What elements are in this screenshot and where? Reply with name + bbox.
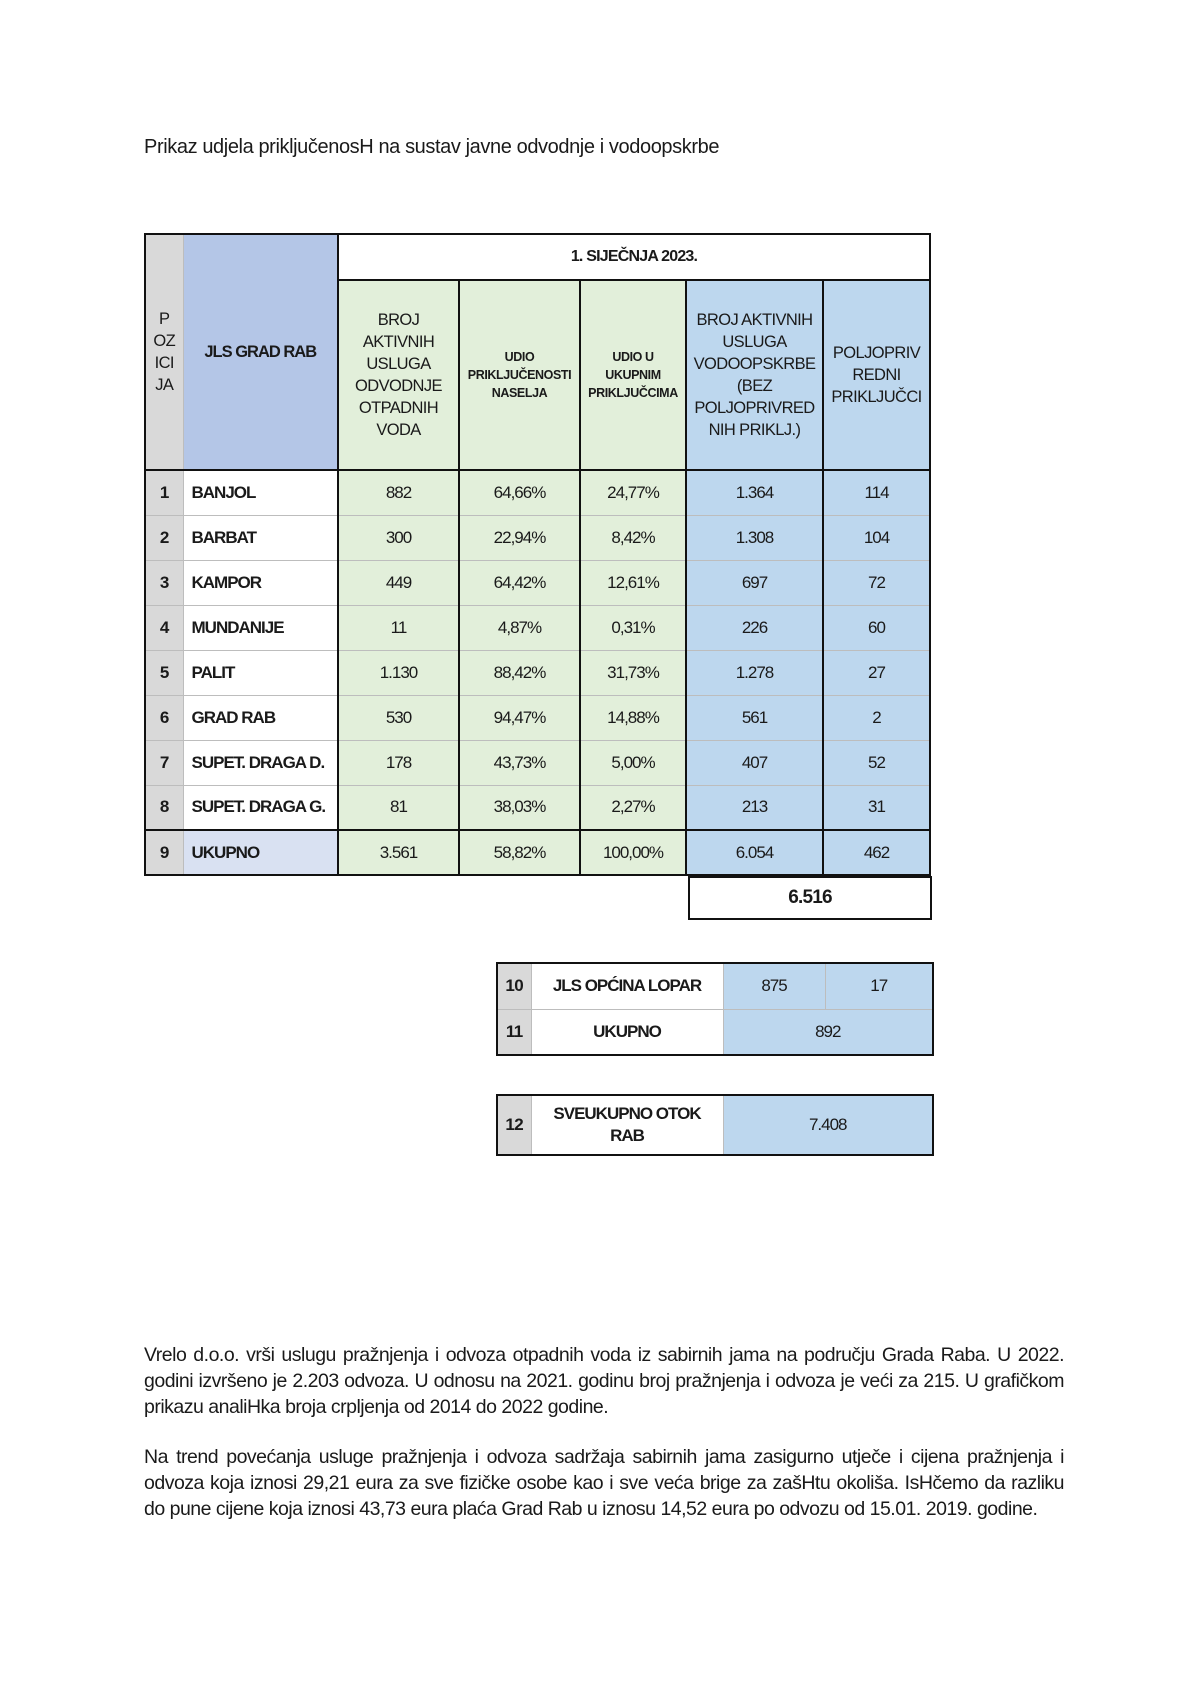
cell-poljoprivredni: 27 xyxy=(823,650,930,695)
table-row xyxy=(145,740,930,785)
row-name: GRAD RAB xyxy=(183,695,338,740)
row-position: 4 xyxy=(145,605,183,650)
jls-header: JLS GRAD RAB xyxy=(183,234,338,470)
cell-vodoopskrba: 697 xyxy=(686,560,823,605)
cell-odvodnja: 300 xyxy=(338,515,459,560)
cell-poljoprivredni: 31 xyxy=(823,785,930,830)
row-name: KAMPOR xyxy=(183,560,338,605)
island-position: 12 xyxy=(497,1095,531,1155)
cell-udio-naselja: 88,42% xyxy=(459,650,580,695)
paragraph-2: Na trend povećanja usluge pražnjenja i odvoza sadržaja sabirnih jama zasigurno utječe i cijena pražnjenja i odvoza koja iznosi 29,21 eura za sve fizičke osobe kao i sve veća brige za zašHtu okoliša. IsHčemo da razliku do pune cijene koja iznosi 43,73 eura plaća Grad Rab u iznosu 14,52 eura po odvozu od 15.01. 2019. godine. xyxy=(144,1446,1064,1520)
cell-odvodnja: 530 xyxy=(338,695,459,740)
document-heading: Prikaz udjela priključenosH na sustav javne odvodnje i vodoopskrbe xyxy=(144,136,720,158)
table-row xyxy=(145,650,930,695)
cell-poljoprivredni: 60 xyxy=(823,605,930,650)
col-header-udio-ukupno: UDIO U UKUPNIM PRIKLJUČCIMA xyxy=(580,280,686,470)
cell-poljoprivredni: 52 xyxy=(823,740,930,785)
cell-udio-naselja: 64,42% xyxy=(459,560,580,605)
cell-vodoopskrba: 1.278 xyxy=(686,650,823,695)
cell-odvodnja: 178 xyxy=(338,740,459,785)
table-row xyxy=(145,605,930,650)
island-total-row xyxy=(497,1095,933,1155)
cell-udio-ukupno: 2,27% xyxy=(580,785,686,830)
paragraph-1: Vrelo d.o.o. vrši uslugu pražnjenja i odvoza otpadnih voda iz sabirnih jama na području Grada Raba. U 2022. godini izvršeno je 2.203 odvoza. U odnosu na 2021. godinu broj pražnjenja i odvoza je veći za 215. U grafičkom prikazu analiHka broja crpljenja od 2014 do 2022 godine. xyxy=(144,1344,1064,1418)
connection-share-table xyxy=(144,233,931,876)
cell-odvodnja: 81 xyxy=(338,785,459,830)
row-position: 6 xyxy=(145,695,183,740)
cell-odvodnja: 449 xyxy=(338,560,459,605)
grand-total-box: 6.516 xyxy=(688,876,932,920)
lopar-position: 10 xyxy=(497,963,531,1009)
table-row xyxy=(145,515,930,560)
cell-udio-naselja: 38,03% xyxy=(459,785,580,830)
col-header-udio-naselja: UDIO PRIKLJUČENOSTI NASELJA xyxy=(459,280,580,470)
col-header-vodoopskrba: BROJ AKTIVNIH USLUGA VODOOPSKRBE (BEZ POLJOPRIVRED NIH PRIKLJ.) xyxy=(686,280,823,470)
total-row xyxy=(145,830,930,875)
total-odvodnja: 3.561 xyxy=(338,830,459,875)
cell-vodoopskrba: 213 xyxy=(686,785,823,830)
row-name: MUNDANIJE xyxy=(183,605,338,650)
island-total-table xyxy=(496,1094,934,1156)
cell-poljoprivredni: 72 xyxy=(823,560,930,605)
cell-poljoprivredni: 104 xyxy=(823,515,930,560)
cell-odvodnja: 1.130 xyxy=(338,650,459,695)
cell-poljoprivredni: 2 xyxy=(823,695,930,740)
row-position: 8 xyxy=(145,785,183,830)
cell-udio-naselja: 94,47% xyxy=(459,695,580,740)
lopar-total-position: 11 xyxy=(497,1009,531,1055)
cell-vodoopskrba: 561 xyxy=(686,695,823,740)
row-name: SUPET. DRAGA G. xyxy=(183,785,338,830)
cell-vodoopskrba: 226 xyxy=(686,605,823,650)
cell-udio-ukupno: 14,88% xyxy=(580,695,686,740)
cell-vodoopskrba: 1.364 xyxy=(686,470,823,515)
total-position: 9 xyxy=(145,830,183,875)
total-udio-naselja: 58,82% xyxy=(459,830,580,875)
table-row xyxy=(145,560,930,605)
row-position: 7 xyxy=(145,740,183,785)
table-row xyxy=(145,470,930,515)
row-name: BANJOL xyxy=(183,470,338,515)
cell-udio-ukupno: 0,31% xyxy=(580,605,686,650)
col-header-poljoprivredni: POLJOPRIV REDNI PRIKLJUČCI xyxy=(823,280,930,470)
lopar-total-row xyxy=(497,1009,933,1055)
lopar-total-label: UKUPNO xyxy=(531,1009,723,1055)
lopar-vodoopskrba: 875 xyxy=(723,963,825,1009)
row-name: PALIT xyxy=(183,650,338,695)
cell-udio-naselja: 64,66% xyxy=(459,470,580,515)
cell-vodoopskrba: 407 xyxy=(686,740,823,785)
island-label: SVEUKUPNO OTOK RAB xyxy=(531,1095,723,1155)
cell-udio-ukupno: 31,73% xyxy=(580,650,686,695)
lopar-name: JLS OPĆINA LOPAR xyxy=(531,963,723,1009)
cell-vodoopskrba: 1.308 xyxy=(686,515,823,560)
cell-udio-ukupno: 8,42% xyxy=(580,515,686,560)
row-position: 3 xyxy=(145,560,183,605)
cell-udio-ukupno: 24,77% xyxy=(580,470,686,515)
total-udio-ukupno: 100,00% xyxy=(580,830,686,875)
cell-udio-naselja: 43,73% xyxy=(459,740,580,785)
col-header-odvodnja: BROJ AKTIVNIH USLUGA ODVODNJE OTPADNIH VODA xyxy=(338,280,459,470)
total-poljoprivredni: 462 xyxy=(823,830,930,875)
cell-poljoprivredni: 114 xyxy=(823,470,930,515)
row-position: 1 xyxy=(145,470,183,515)
cell-udio-ukupno: 5,00% xyxy=(580,740,686,785)
cell-odvodnja: 882 xyxy=(338,470,459,515)
cell-udio-naselja: 4,87% xyxy=(459,605,580,650)
lopar-row xyxy=(497,963,933,1009)
row-position: 2 xyxy=(145,515,183,560)
island-value: 7.408 xyxy=(723,1095,933,1155)
lopar-table xyxy=(496,962,934,1056)
lopar-poljoprivredni: 17 xyxy=(825,963,933,1009)
cell-udio-ukupno: 12,61% xyxy=(580,560,686,605)
row-name: SUPET. DRAGA D. xyxy=(183,740,338,785)
position-header: P OZ ICI JA xyxy=(145,234,183,470)
row-name: BARBAT xyxy=(183,515,338,560)
lopar-total-value: 892 xyxy=(723,1009,933,1055)
total-vodoopskrba: 6.054 xyxy=(686,830,823,875)
table-row xyxy=(145,695,930,740)
cell-odvodnja: 11 xyxy=(338,605,459,650)
cell-udio-naselja: 22,94% xyxy=(459,515,580,560)
table-row xyxy=(145,785,930,830)
row-position: 5 xyxy=(145,650,183,695)
total-label: UKUPNO xyxy=(183,830,338,875)
date-header: 1. SIJEČNJA 2023. xyxy=(338,234,930,280)
